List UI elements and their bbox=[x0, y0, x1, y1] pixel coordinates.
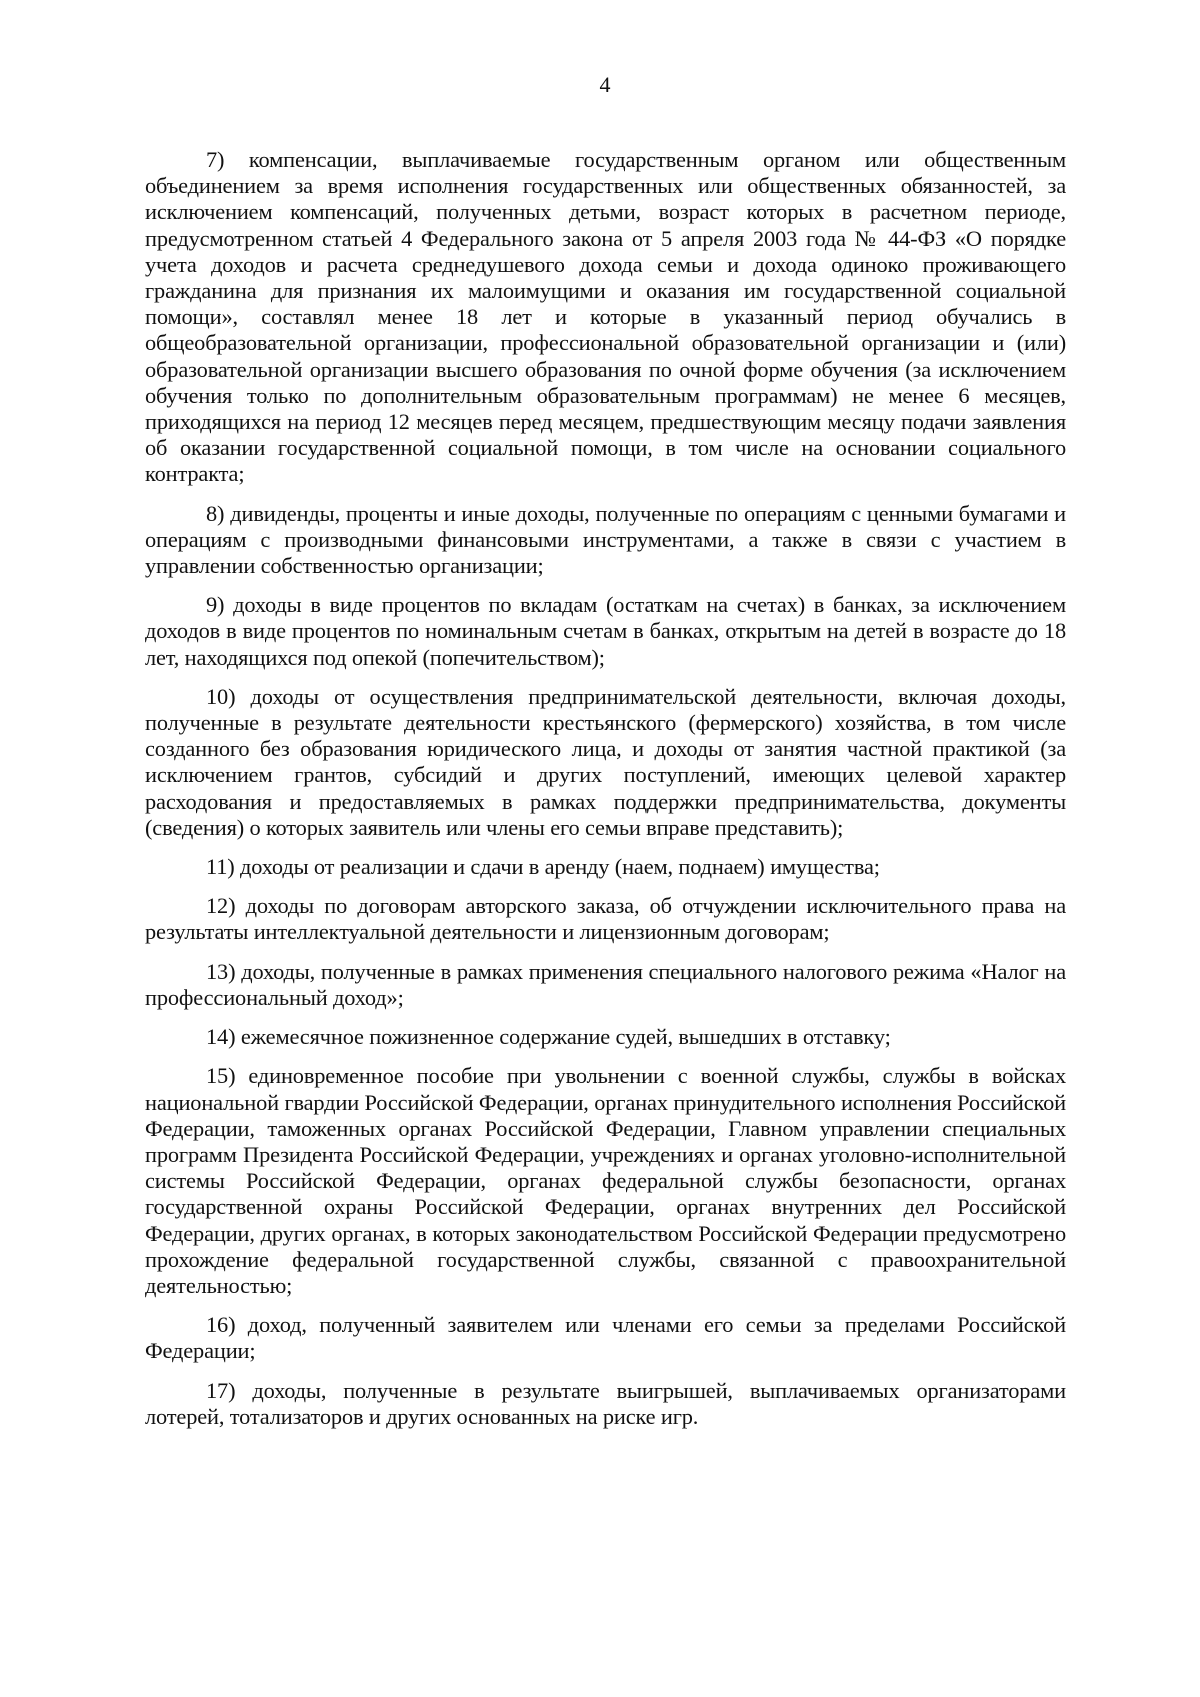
paragraph-item-14: 14) ежемесячное пожизненное содержание судей, вышедших в отставку; bbox=[206, 1024, 891, 1050]
paragraph-item-10: 10) доходы от осуществления предпринимательской деятельности, включая доходы, полученные в результате деятельности крестьянского (фермерского) хозяйства, в том числе созданного без образования юридического лица, и доходы от занятия частной практикой (за исключением грантов, субсидий и других поступлений, имеющих целевой характер расходования и предоставляемых в рамках поддержки предпринимательства, документы (сведения) о которых заявитель или члены его семьи вправе представить); bbox=[145, 683, 1066, 840]
paragraph-item-12: 12) доходы по договорам авторского заказа, об отчуждении исключительного права на результаты интеллектуальной деятельности и лицензионным договорам; bbox=[145, 893, 1066, 945]
paragraph-item-7: 7) компенсации, выплачиваемые государственным органом или общественным объединением за время исполнения государственных или общественных обязанностей, за исключением компенсаций, полученных детьми, возраст которых в расчетном периоде, предусмотренном статьей 4 Федерального закона от 5 апреля 2003 года № 44-ФЗ «О порядке учета доходов и расчета среднедушевого дохода семьи и дохода одиноко проживающего гражданина для признания их малоимущими и оказания им государственной социальной помощи», составлял менее 18 лет и которые в указанный период обучались в общеобразовательной организации, профессиональной образовательной организации и (или) образовательной организации высшего образования по очной форме обучения (за исключением обучения только по дополнительным образовательным программам) не менее 6 месяцев, приходящихся на период 12 месяцев перед месяцем, предшествующим месяцу подачи заявления об оказании государственной социальной помощи, в том числе на основании социального контракта; bbox=[145, 147, 1066, 487]
page-number: 4 bbox=[599, 72, 611, 97]
paragraph-item-16: 16) доход, полученный заявителем или членами его семьи за пределами Российской Федерации; bbox=[145, 1312, 1066, 1364]
paragraph-item-8: 8) дивиденды, проценты и иные доходы, полученные по операциям с ценными бумагами и операциям с производными финансовыми инструментами, а также в связи с участием в управлении собственностью организации; bbox=[145, 500, 1066, 579]
paragraph-item-11: 11) доходы от реализации и сдачи в аренду (наем, поднаем) имущества; bbox=[206, 854, 880, 880]
paragraph-item-17: 17) доходы, полученные в результате выигрышей, выплачиваемых организаторами лотерей, тотализаторов и других основанных на риске игр. bbox=[145, 1377, 1066, 1429]
paragraph-item-15: 15) единовременное пособие при увольнении с военной службы, службы в войсках национальной гвардии Российской Федерации, органах принудительного исполнения Российской Федерации, таможенных органах Российской Федерации, Главном управлении специальных программ Президента Российской Федерации, учреждениях и органах уголовно-исполнительной системы Российской Федерации, органах федеральной службы безопасности, органах государственной охраны Российской Федерации, органах внутренних дел Российской Федерации, других органах, в которых законодательством Российской Федерации предусмотрено прохождение федеральной государственной службы, связанной с правоохранительной деятельностью; bbox=[145, 1063, 1066, 1298]
paragraph-item-9: 9) доходы в виде процентов по вкладам (остаткам на счетах) в банках, за исключением доходов в виде процентов по номинальным счетам в банках, открытым на детей в возрасте до 18 лет, находящихся под опекой (попечительством); bbox=[145, 592, 1066, 670]
document-body bbox=[145, 147, 1066, 1443]
paragraph-item-13: 13) доходы, полученные в рамках применения специального налогового режима «Налог на профессиональный доход»; bbox=[145, 958, 1066, 1010]
